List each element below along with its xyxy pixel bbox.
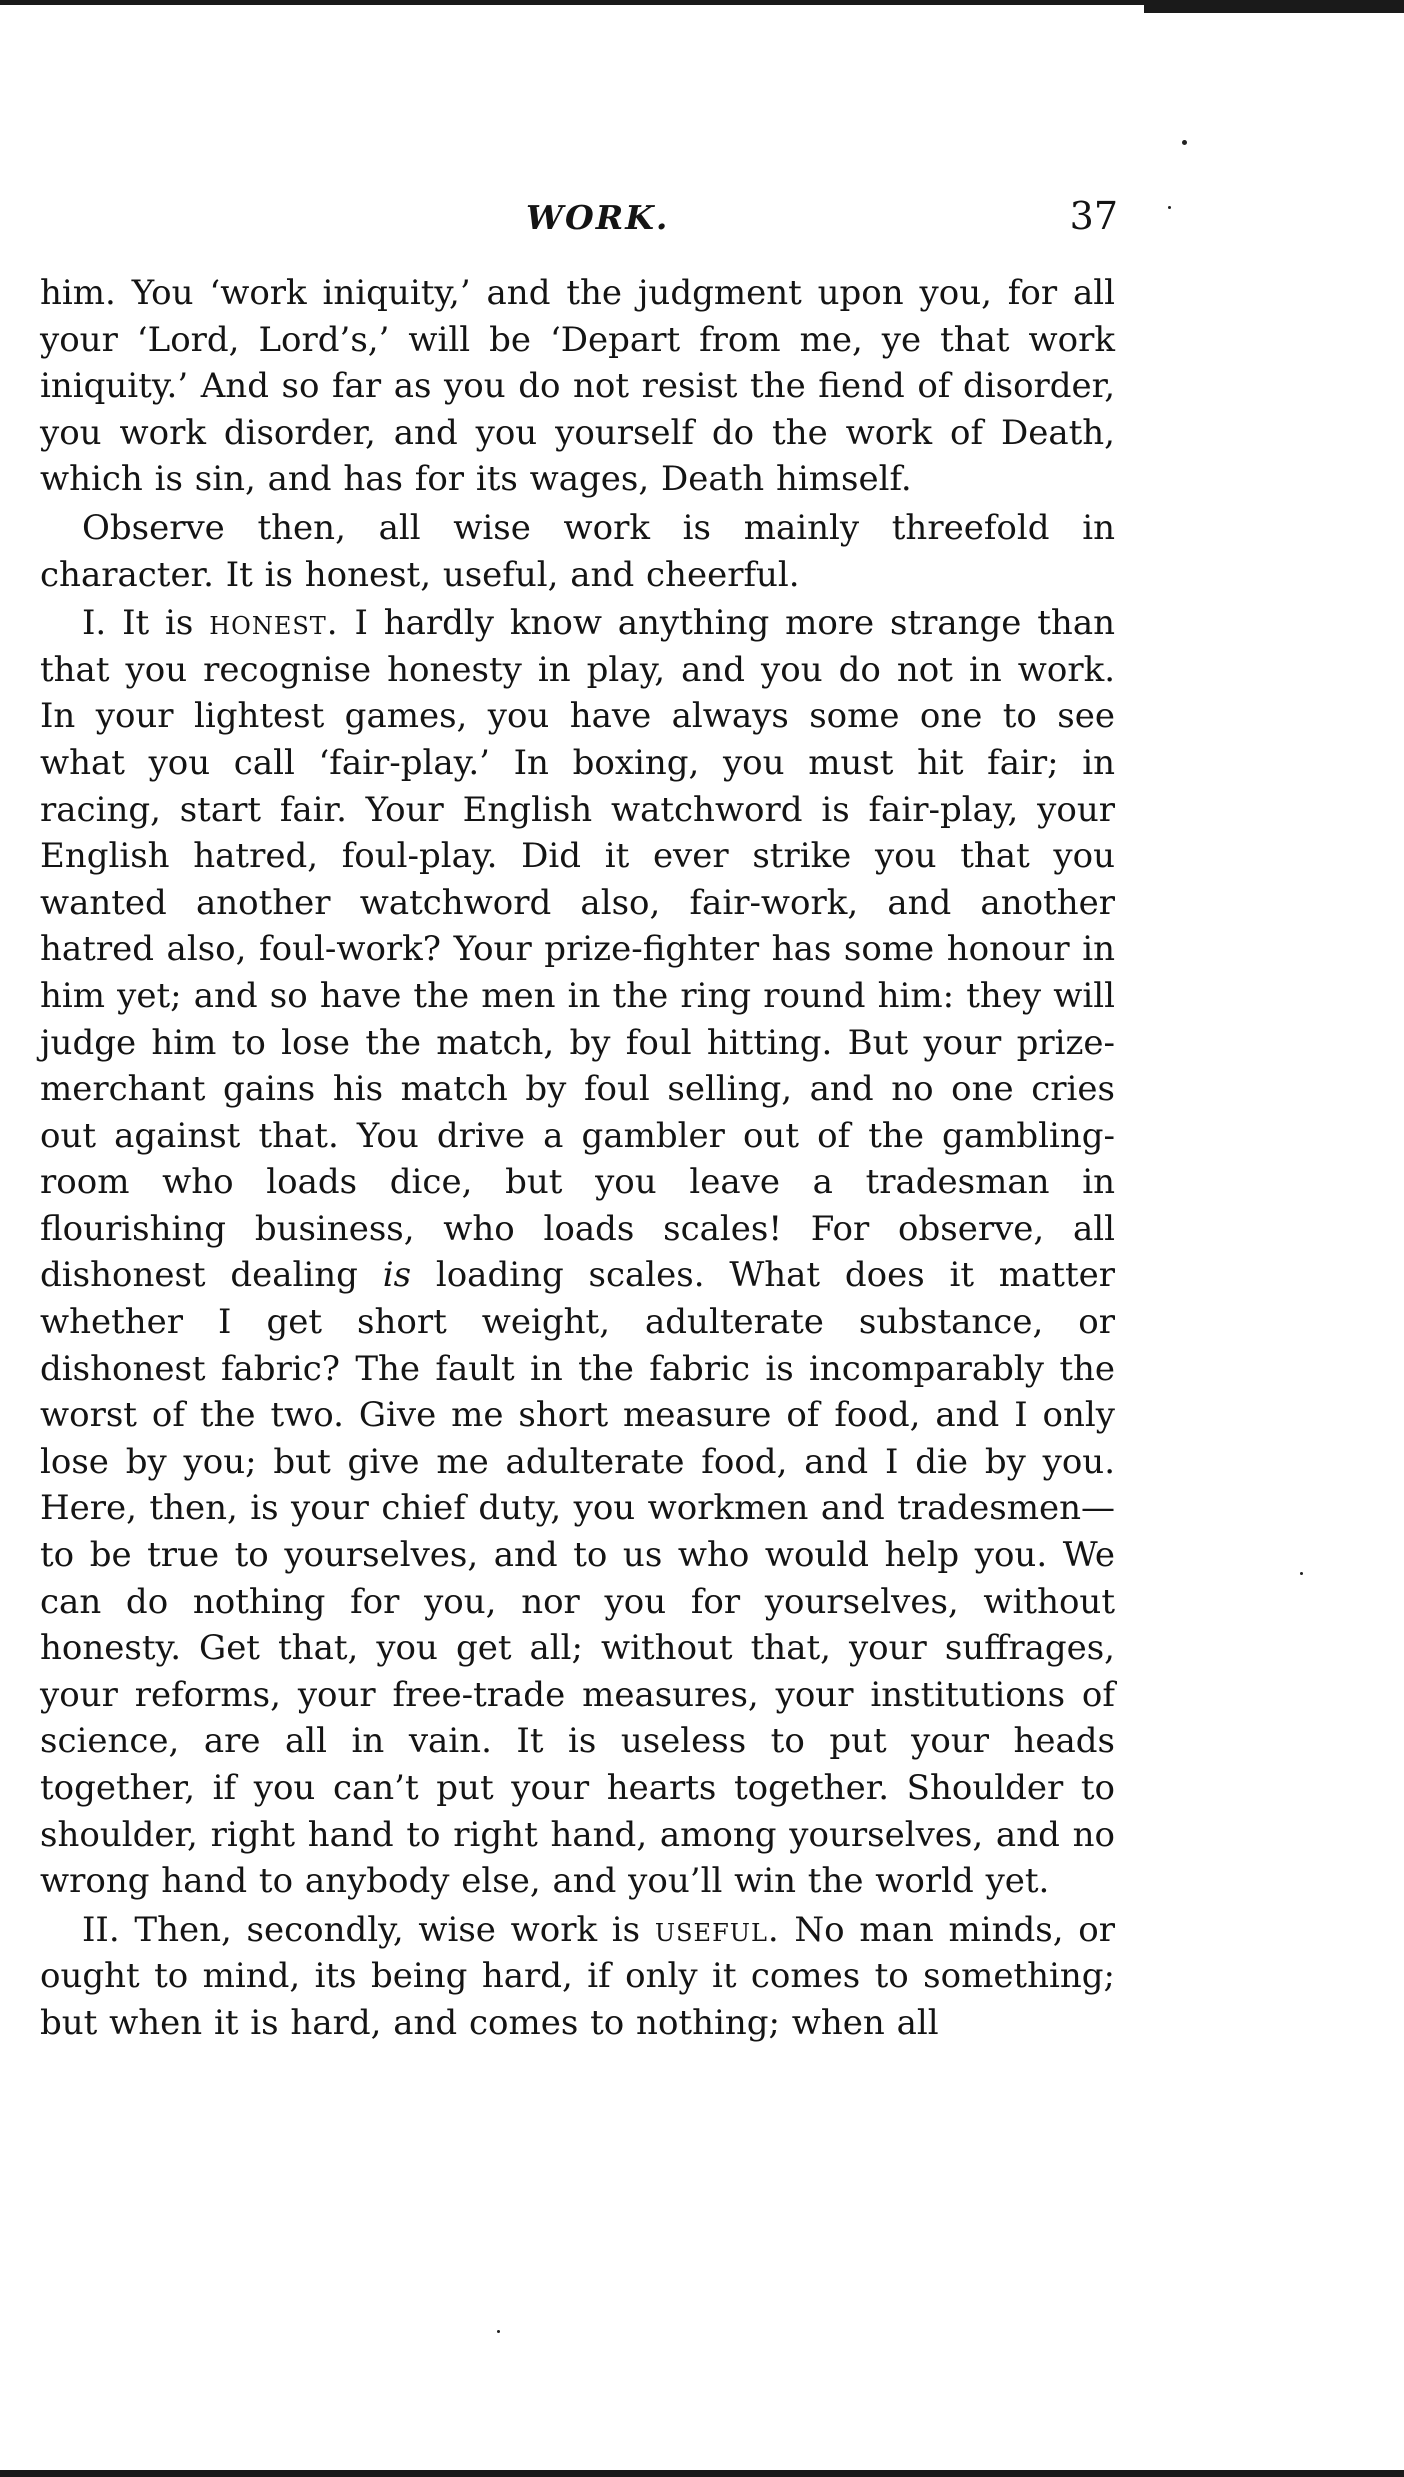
section-keyword: honest. [209,603,339,644]
section-keyword: useful. [654,1909,780,1950]
ink-speck [1300,1572,1303,1575]
emphasis-word: is [382,1255,412,1296]
paragraph-text: loading scales. What does it matter whether I get short weight, adulterate substance, or dishonest fabric? The fault in the fabric is incomparably the worst of the two. Give me short measure of food, and I only lose by you; but give me adulterate food, and I die by you. Here, then, is your chief duty, you workmen and tradesmen—to be true to yourselves, and to us who would help you. We can do nothing for you, nor you for yourselves, without honesty. Get that, you get all; without that, your suffrages, your reforms, your free-trade measures, your institutions of science, are all in vain. It is useless to put your heads together, if you can’t put your hearts together. Shoulder to shoulder, right hand to right hand, among yourselves, and no wrong hand to anybody else, and you’ll win the world yet. [40,1255,1115,1902]
paragraph-text: Observe then, all wise work is mainly threefold in character. It is honest, useful, and cheerful. [40,507,1115,595]
ink-speck [497,2330,500,2333]
section-lead: II. Then, secondly, wise work is [82,1909,641,1950]
body-text [40,270,1115,2047]
paragraph-useful [40,1907,1115,2047]
paragraph [40,505,1115,598]
page-header [38,190,1118,250]
paragraph [40,270,1115,503]
paragraph-honest [40,600,1115,1905]
ink-speck [1168,206,1171,209]
section-lead: I. It is [82,603,194,644]
paragraph-text: I hardly know anything more strange than that you recognise honesty in play, and you do not in work. In your lightest games, you have always some one to see what you call ‘fair-play.’ In boxing, you must hit fair; in racing, start fair. Your English watchword is fair-play, your English hatred, foul-play. Did it ever strike you that you wanted another watchword also, fair-work, and another hatred also, foul-work? Your prize-fighter has some honour in him yet; and so have the men in the ring round him: they will judge him to lose the match, by foul hitting. But your prize-merchant gains his match by foul selling, and no one cries out against that. You drive a gambler out of the gambling-room who loads dice, but you leave a tradesman in flourishing business, who loads scales! For observe, all dishonest dealing [40,603,1115,1296]
page-number: 37 [1069,194,1118,238]
bottom-edge-rule [0,2470,1404,2477]
paragraph-text: him. You ‘work iniquity,’ and the judgment upon you, for all your ‘Lord, Lord’s,’ will be ‘Depart from me, ye that work iniquity.’ And so far as you do not resist the fiend of disorder, you work disorder, and you yourself do the work of Death, which is sin, and has for its wages, Death himself. [40,273,1115,500]
top-edge-shadow [1144,0,1404,13]
ink-speck [1182,140,1187,145]
paragraph-text: No man minds, or ought to mind, its being hard, if only it comes to something; but when it is hard, and comes to nothing; when all [40,1909,1115,2043]
running-title: WORK. [526,198,670,237]
